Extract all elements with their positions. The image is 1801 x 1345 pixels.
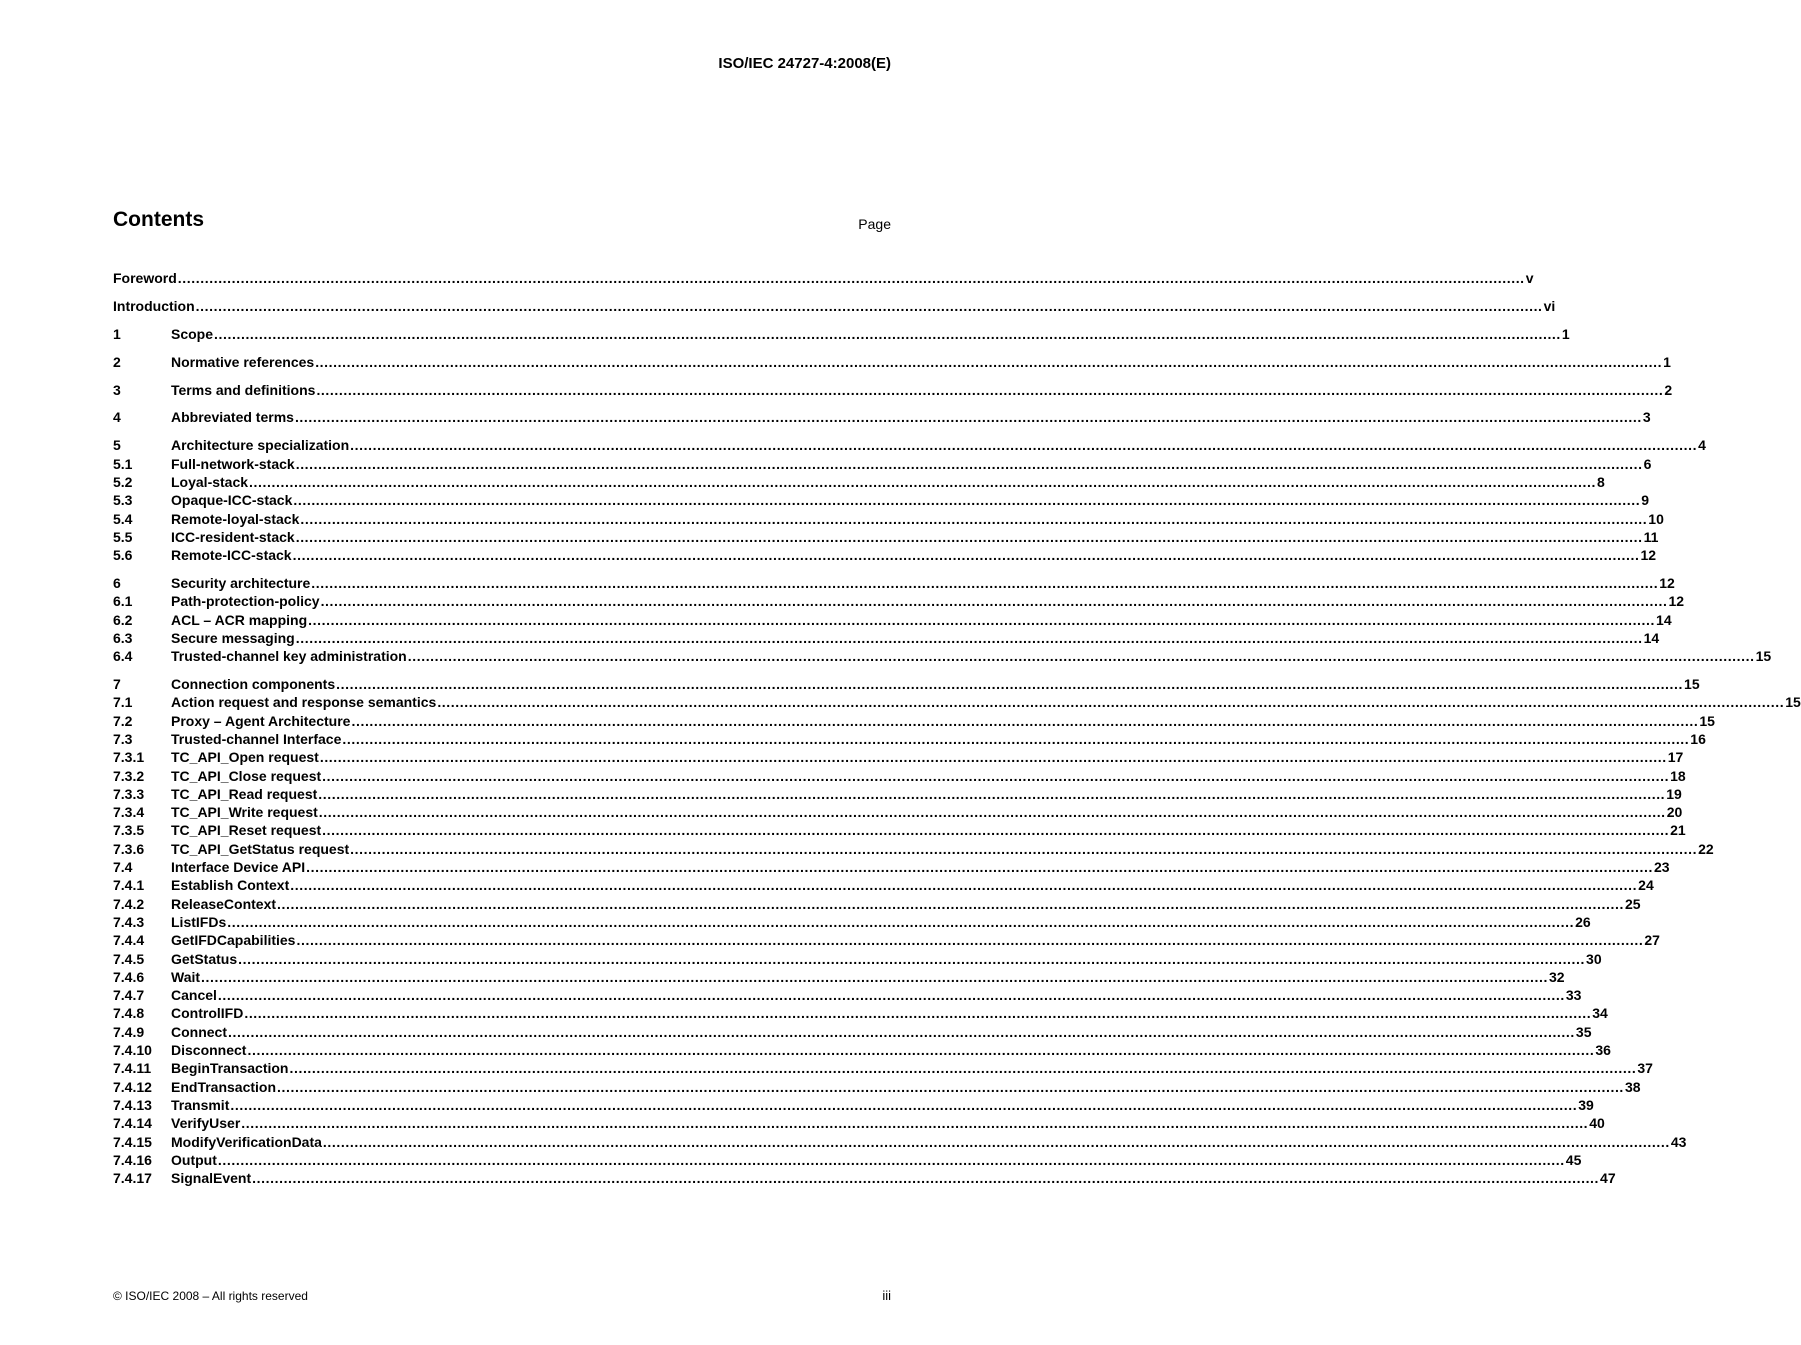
toc-section-title[interactable]: Secure messaging: [171, 629, 295, 646]
toc-section-number: 7.4.15: [113, 1133, 152, 1150]
toc-entry[interactable]: [113, 748, 1684, 766]
toc-page-number: 12: [1640, 547, 1657, 564]
toc-section-number: 6.2: [113, 611, 133, 628]
toc-section-number: 7.4.9: [113, 1023, 145, 1040]
toc-page-number: 15: [1785, 694, 1801, 711]
toc-page-number: 9: [1641, 492, 1650, 509]
toc-section-number: 7.4.17: [113, 1170, 152, 1187]
toc-page-number: 39: [1578, 1096, 1594, 1113]
toc-page-number: v: [1525, 270, 1534, 286]
toc-dot-leader: ............................................................................................................................................................................................................................................................................................................: [320, 593, 1668, 610]
toc-entry[interactable]: [113, 840, 1714, 858]
toc-page-number: 45: [1565, 1151, 1582, 1168]
toc-section-number: 7.4.1: [113, 877, 145, 894]
toc-entry[interactable]: [113, 611, 1672, 629]
toc-dot-leader: ............................................................................................................................................................................................................................................................................................................: [252, 1170, 1600, 1187]
toc-section-number: 7.3.4: [113, 804, 145, 821]
toc-section-number: 7.3.3: [113, 785, 145, 802]
toc-dot-leader: ............................................................................................................................................................................................................................................................................................................: [195, 297, 1543, 314]
toc-section-title[interactable]: Cancel: [171, 987, 217, 1004]
toc-section-title[interactable]: TC_API_Close request: [171, 767, 322, 784]
toc-page-number: 16: [1690, 730, 1706, 747]
toc-page-number: 17: [1667, 749, 1684, 766]
toc-entry[interactable]: [113, 730, 1706, 748]
toc-dot-leader: ............................................................................................................................................................................................................................................................................................................: [295, 455, 1643, 472]
toc-page-number: 35: [1575, 1023, 1592, 1040]
toc-section-number: 7.3.6: [113, 840, 145, 857]
toc-dot-leader: ............................................................................................................................................................................................................................................................................................................: [350, 840, 1698, 857]
toc-section-number: 6.3: [113, 629, 133, 646]
toc-entry[interactable]: [113, 436, 1706, 454]
toc-section-number: 7.4.4: [113, 932, 145, 949]
toc-dot-leader: ............................................................................................................................................................................................................................................................................................................: [308, 611, 1656, 628]
toc-entry[interactable]: [113, 968, 1565, 986]
toc-page-number: 12: [1659, 575, 1675, 592]
toc-section-title[interactable]: Interface Device API: [171, 859, 306, 876]
toc-section-number: 7.3.5: [113, 822, 145, 839]
toc-section-title[interactable]: Remote-ICC-stack: [171, 547, 292, 564]
toc-dot-leader: ............................................................................................................................................................................................................................................................................................................: [293, 492, 1641, 509]
toc-page-number: 38: [1624, 1078, 1641, 1095]
toc-section-title[interactable]: TC_API_Reset request: [171, 822, 322, 839]
toc-entry[interactable]: [113, 1133, 1687, 1151]
toc-entry[interactable]: [113, 629, 1660, 647]
toc-entry[interactable]: [113, 1041, 1611, 1059]
toc-section-title[interactable]: Scope: [171, 325, 214, 342]
toc-section-title[interactable]: ControlIFD: [171, 1005, 244, 1022]
toc-section-title[interactable]: Trusted-channel key administration: [171, 648, 407, 665]
toc-entry[interactable]: [113, 675, 1700, 693]
toc-dot-leader: ............................................................................................................................................................................................................................................................................................................: [230, 1096, 1578, 1113]
toc-section-title[interactable]: SignalEvent: [171, 1170, 252, 1187]
toc-section-number: 6.4: [113, 648, 133, 665]
toc-entry[interactable]: [113, 647, 1772, 665]
toc-page-number: 15: [1755, 648, 1772, 665]
toc-section-title[interactable]: Wait: [171, 968, 201, 985]
table-of-contents: [113, 269, 1801, 1187]
toc-entry[interactable]: [113, 931, 1660, 949]
page-column-label: Page: [858, 216, 891, 232]
toc-section-title[interactable]: GetStatus: [171, 950, 238, 967]
toc-section-title[interactable]: ICC-resident-stack: [171, 528, 295, 545]
toc-entry[interactable]: [113, 876, 1654, 894]
toc-page-number: 1: [1663, 353, 1671, 370]
toc-page-number: 14: [1656, 611, 1672, 628]
toc-dot-leader: ............................................................................................................................................................................................................................................................................................................: [277, 1078, 1624, 1095]
toc-entry[interactable]: [113, 785, 1682, 803]
toc-section-title[interactable]: VerifyUser: [171, 1115, 241, 1132]
document-id-header: ISO/IEC 24727-4:2008(E): [718, 55, 891, 72]
toc-section-number: 5.5: [113, 528, 133, 545]
toc-page-number: 37: [1637, 1060, 1653, 1077]
toc-dot-leader: ............................................................................................................................................................................................................................................................................................................: [437, 694, 1785, 711]
toc-page-number: 26: [1575, 913, 1591, 930]
toc-section-title[interactable]: Path-protection-policy: [171, 593, 320, 610]
toc-section-title[interactable]: TC_API_GetStatus request: [171, 840, 350, 857]
toc-section-title[interactable]: Architecture specialization: [171, 437, 350, 454]
toc-entry[interactable]: [113, 297, 1556, 315]
toc-section-number: 7.4.13: [113, 1096, 152, 1113]
toc-dot-leader: ............................................................................................................................................................................................................................................................................................................: [336, 676, 1684, 693]
toc-dot-leader: ............................................................................................................................................................................................................................................................................................................: [322, 822, 1670, 839]
toc-section-title[interactable]: Trusted-channel Interface: [171, 730, 342, 747]
toc-entry[interactable]: [113, 592, 1685, 610]
toc-entry[interactable]: [113, 325, 1570, 343]
toc-entry[interactable]: [113, 986, 1582, 1004]
toc-section-number: 1: [113, 325, 121, 342]
toc-entry[interactable]: [113, 1059, 1653, 1077]
toc-section-number: 4: [113, 409, 121, 426]
toc-section-title[interactable]: BeginTransaction: [171, 1060, 289, 1077]
toc-dot-leader: ............................................................................................................................................................................................................................................................................................................: [306, 859, 1654, 876]
toc-dot-leader: ............................................................................................................................................................................................................................................................................................................: [290, 877, 1638, 894]
toc-section-number: 7.3: [113, 730, 133, 747]
toc-page-number: 18: [1670, 767, 1686, 784]
toc-section-title[interactable]: Establish Context: [171, 877, 290, 894]
toc-section-title[interactable]: Foreword: [113, 270, 177, 286]
toc-section-title[interactable]: Action request and response semantics: [171, 694, 437, 711]
toc-section-title[interactable]: Connect: [171, 1023, 227, 1040]
toc-dot-leader: ............................................................................................................................................................................................................................................................................................................: [277, 895, 1624, 912]
toc-section-number: 6: [113, 575, 121, 592]
toc-page-number: 14: [1643, 629, 1660, 646]
toc-section-title[interactable]: Proxy – Agent Architecture: [171, 712, 351, 729]
toc-section-title[interactable]: Introduction: [113, 297, 195, 314]
toc-dot-leader: ............................................................................................................................................................................................................................................................................................................: [318, 804, 1666, 821]
toc-dot-leader: ............................................................................................................................................................................................................................................................................................................: [300, 510, 1648, 527]
toc-section-number: 5.6: [113, 547, 133, 564]
toc-dot-leader: ............................................................................................................................................................................................................................................................................................................: [289, 1060, 1637, 1077]
toc-page-number: 30: [1586, 950, 1602, 967]
toc-section-number: 7.1: [113, 694, 133, 711]
toc-section-title[interactable]: EndTransaction: [171, 1078, 277, 1095]
page-number: iii: [882, 1288, 891, 1303]
toc-section-number: 7.4.11: [113, 1060, 152, 1077]
toc-section-title[interactable]: Disconnect: [171, 1042, 247, 1059]
toc-entry[interactable]: [113, 693, 1801, 711]
toc-section-title[interactable]: ReleaseContext: [171, 895, 277, 912]
toc-page-number: 21: [1670, 822, 1686, 839]
toc-entry[interactable]: [113, 1114, 1605, 1132]
toc-dot-leader: ............................................................................................................................................................................................................................................................................................................: [249, 473, 1596, 490]
toc-section-title[interactable]: ModifyVerificationData: [171, 1133, 322, 1150]
toc-section-number: 3: [113, 381, 121, 398]
toc-section-number: 7.3.2: [113, 767, 145, 784]
toc-page-number: 8: [1596, 473, 1605, 490]
toc-page-number: 6: [1643, 455, 1652, 472]
toc-page-number: 11: [1643, 528, 1659, 545]
toc-page-number: 2: [1664, 381, 1673, 398]
toc-page-number: 34: [1592, 1005, 1608, 1022]
toc-dot-leader: ............................................................................................................................................................................................................................................................................................................: [316, 381, 1664, 398]
toc-section-number: 7.4.2: [113, 895, 145, 912]
toc-entry[interactable]: [113, 1078, 1641, 1096]
toc-entry[interactable]: [113, 381, 1673, 399]
toc-entry[interactable]: [113, 767, 1686, 785]
toc-page-number: 22: [1698, 840, 1714, 857]
toc-dot-leader: ............................................................................................................................................................................................................................................................................................................: [342, 730, 1690, 747]
contents-title: Contents: [113, 208, 204, 231]
toc-entry[interactable]: [113, 574, 1675, 592]
toc-section-number: 5.3: [113, 492, 133, 509]
toc-dot-leader: ............................................................................................................................................................................................................................................................................................................: [241, 1115, 1589, 1132]
toc-section-number: 7.4.6: [113, 968, 145, 985]
toc-page-number: 10: [1648, 510, 1664, 527]
toc-entry[interactable]: [113, 858, 1670, 876]
toc-dot-leader: ............................................................................................................................................................................................................................................................................................................: [228, 1023, 1575, 1040]
toc-section-title[interactable]: Normative references: [171, 353, 315, 370]
toc-dot-leader: ............................................................................................................................................................................................................................................................................................................: [319, 749, 1667, 766]
toc-page-number: 24: [1638, 877, 1654, 894]
toc-entry[interactable]: [113, 913, 1591, 931]
toc-section-number: 2: [113, 353, 121, 370]
toc-section-number: 6.1: [113, 593, 133, 610]
toc-entry[interactable]: [113, 408, 1651, 426]
toc-section-number: 7.4.14: [113, 1115, 152, 1132]
toc-entry[interactable]: [113, 455, 1652, 473]
toc-section-number: 7.4.12: [113, 1078, 152, 1095]
toc-entry[interactable]: [113, 353, 1671, 371]
toc-page-number: 19: [1666, 785, 1682, 802]
toc-dot-leader: ............................................................................................................................................................................................................................................................................................................: [351, 712, 1699, 729]
toc-entry[interactable]: [113, 1151, 1582, 1169]
toc-entry[interactable]: [113, 821, 1686, 839]
toc-page-number: 1: [1561, 325, 1570, 342]
toc-section-title[interactable]: TC_API_Write request: [171, 804, 318, 821]
toc-section-number: 7.2: [113, 712, 133, 729]
toc-page-number: 25: [1624, 895, 1641, 912]
toc-section-number: 7.4.7: [113, 987, 145, 1004]
toc-dot-leader: ............................................................................................................................................................................................................................................................................................................: [201, 968, 1548, 985]
toc-dot-leader: ............................................................................................................................................................................................................................................................................................................: [295, 629, 1643, 646]
toc-page-number: 23: [1654, 859, 1670, 876]
toc-dot-leader: ............................................................................................................................................................................................................................................................................................................: [322, 767, 1670, 784]
toc-section-number: 7: [113, 676, 121, 693]
toc-dot-leader: ............................................................................................................................................................................................................................................................................................................: [244, 1005, 1592, 1022]
toc-page-number: 15: [1684, 676, 1700, 693]
toc-section-number: 7.4.3: [113, 913, 145, 930]
toc-page-number: 20: [1666, 804, 1683, 821]
toc-page-number: 36: [1595, 1042, 1611, 1059]
toc-entry[interactable]: [113, 803, 1683, 821]
toc-section-title[interactable]: Abbreviated terms: [171, 409, 294, 426]
toc-dot-leader: ............................................................................................................................................................................................................................................................................................................: [407, 648, 1755, 665]
toc-entry[interactable]: [113, 712, 1715, 730]
toc-section-number: 7.4.8: [113, 1005, 145, 1022]
toc-section-title[interactable]: ListIFDs: [171, 913, 227, 930]
toc-section-number: 7.4.16: [113, 1151, 152, 1168]
copyright-footer: © ISO/IEC 2008 – All rights reserved: [113, 1289, 308, 1303]
toc-dot-leader: ............................................................................................................................................................................................................................................................................................................: [318, 785, 1666, 802]
toc-entry[interactable]: [113, 1169, 1616, 1187]
toc-section-number: 5.2: [113, 473, 133, 490]
toc-section-title[interactable]: Connection components: [171, 676, 336, 693]
toc-dot-leader: ............................................................................................................................................................................................................................................................................................................: [217, 1151, 1565, 1168]
toc-page-number: vi: [1543, 297, 1556, 314]
toc-section-title[interactable]: ACL – ACR mapping: [171, 611, 308, 628]
toc-section-number: 7.4.5: [113, 950, 145, 967]
toc-section-title[interactable]: Remote-loyal-stack: [171, 510, 300, 527]
toc-entry[interactable]: [113, 1004, 1608, 1022]
toc-section-title[interactable]: Loyal-stack: [171, 473, 249, 490]
toc-entry[interactable]: [113, 1096, 1594, 1114]
toc-section-title[interactable]: Transmit: [171, 1096, 230, 1113]
toc-page-number: 3: [1642, 409, 1651, 426]
toc-entry[interactable]: [113, 546, 1657, 564]
toc-entry[interactable]: [113, 473, 1605, 491]
toc-dot-leader: ............................................................................................................................................................................................................................................................................................................: [295, 528, 1643, 545]
toc-section-title[interactable]: Output: [171, 1151, 217, 1168]
toc-dot-leader: ............................................................................................................................................................................................................................................................................................................: [177, 270, 1525, 286]
toc-dot-leader: ............................................................................................................................................................................................................................................................................................................: [322, 1133, 1670, 1150]
toc-dot-leader: ............................................................................................................................................................................................................................................................................................................: [311, 575, 1659, 592]
toc-section-title[interactable]: TC_API_Read request: [171, 785, 318, 802]
toc-entry[interactable]: [113, 491, 1650, 509]
toc-dot-leader: ............................................................................................................................................................................................................................................................................................................: [296, 932, 1644, 949]
toc-section-number: 7.4.10: [113, 1042, 152, 1059]
toc-section-number: 7.3.1: [113, 749, 145, 766]
toc-dot-leader: ............................................................................................................................................................................................................................................................................................................: [315, 353, 1663, 370]
toc-dot-leader: ............................................................................................................................................................................................................................................................................................................: [238, 950, 1586, 967]
toc-section-number: 5.1: [113, 455, 133, 472]
toc-entry[interactable]: [113, 950, 1602, 968]
toc-section-title[interactable]: Security architecture: [171, 575, 311, 592]
toc-entry[interactable]: [113, 510, 1664, 528]
toc-page-number: 12: [1668, 593, 1685, 610]
toc-section-number: 7.4: [113, 859, 133, 876]
toc-entry[interactable]: [113, 528, 1659, 546]
toc-page-number: 47: [1600, 1170, 1616, 1187]
toc-section-number: 5.4: [113, 510, 133, 527]
toc-section-title[interactable]: TC_API_Open request: [171, 749, 319, 766]
toc-page-number: 40: [1589, 1115, 1605, 1132]
toc-section-title[interactable]: Terms and definitions: [171, 381, 316, 398]
toc-page-number: 32: [1548, 968, 1565, 985]
toc-dot-leader: ............................................................................................................................................................................................................................................................................................................: [227, 913, 1575, 930]
toc-page-number: 27: [1644, 932, 1660, 949]
toc-dot-leader: ............................................................................................................................................................................................................................................................................................................: [294, 409, 1642, 426]
toc-dot-leader: ............................................................................................................................................................................................................................................................................................................: [350, 437, 1698, 454]
toc-dot-leader: ............................................................................................................................................................................................................................................................................................................: [217, 987, 1565, 1004]
toc-page-number: 15: [1699, 712, 1715, 729]
toc-entry[interactable]: [113, 1023, 1592, 1041]
toc-section-number: 5: [113, 437, 121, 454]
toc-section-title[interactable]: Full-network-stack: [171, 455, 295, 472]
toc-section-title[interactable]: Opaque-ICC-stack: [171, 492, 293, 509]
toc-dot-leader: ............................................................................................................................................................................................................................................................................................................: [292, 547, 1640, 564]
toc-entry[interactable]: [113, 269, 1534, 287]
toc-section-title[interactable]: GetIFDCapabilities: [171, 932, 296, 949]
toc-page-number: 33: [1565, 987, 1582, 1004]
toc-dot-leader: ............................................................................................................................................................................................................................................................................................................: [247, 1042, 1595, 1059]
toc-page-number: 4: [1698, 437, 1706, 454]
toc-dot-leader: ............................................................................................................................................................................................................................................................................................................: [214, 325, 1561, 342]
toc-page-number: 43: [1670, 1133, 1687, 1150]
toc-entry[interactable]: [113, 895, 1641, 913]
